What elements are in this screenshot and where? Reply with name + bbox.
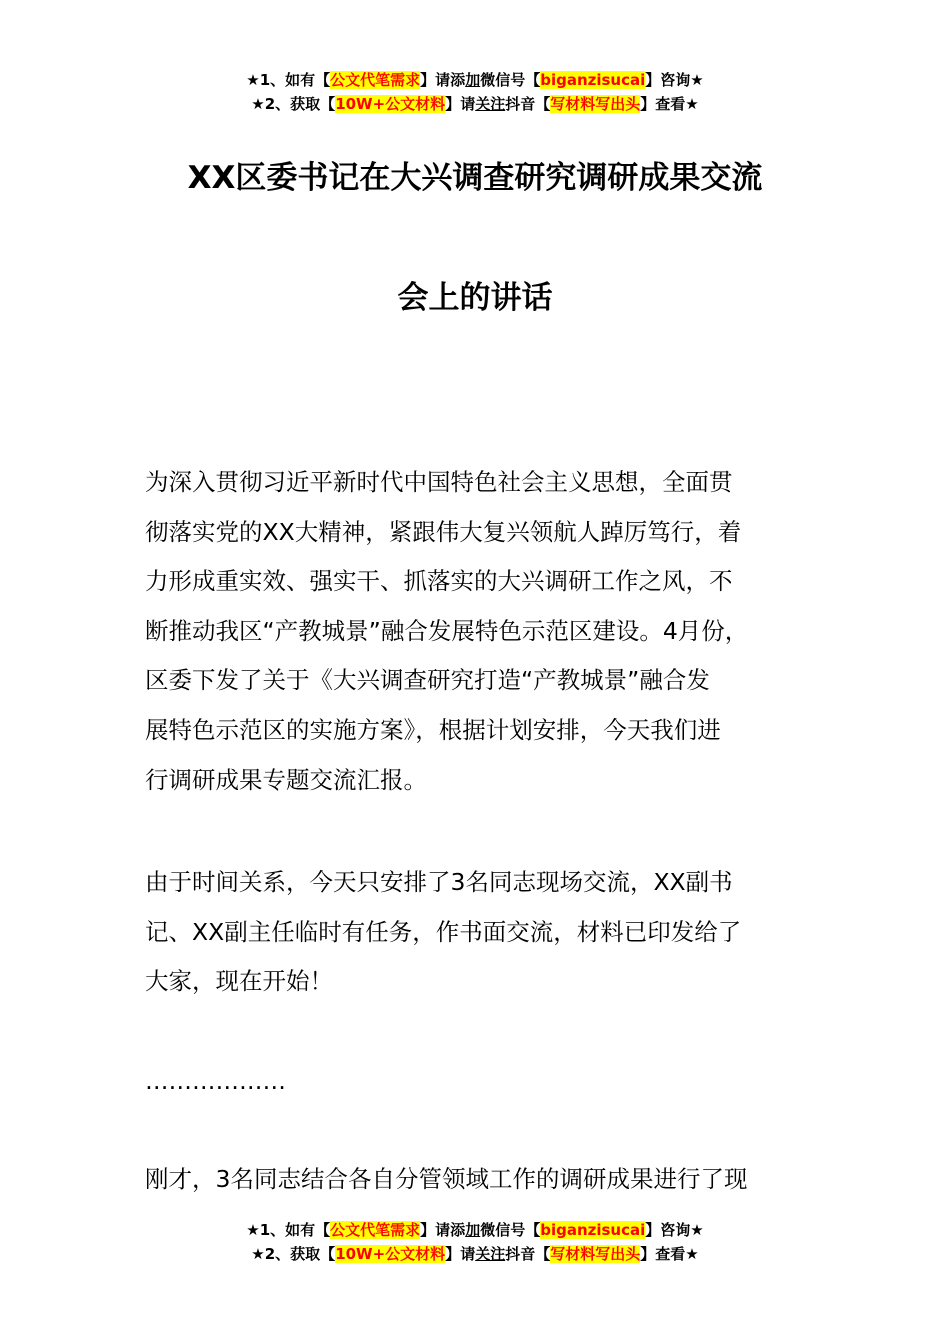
text-line: 彻落实党的XX大精神，紧跟伟大复兴领航人踔厉笃行，着 (145, 517, 742, 546)
body-paragraph-2 (145, 858, 835, 1007)
douyin-id-highlight: 写材料写出头 (550, 95, 641, 113)
footer-banner-line-1: ★1、如有【公文代笔需求】请添加微信号【biganzisucai】咨询★ (246, 1221, 704, 1239)
header-banner-line-1: ★1、如有【公文代笔需求】请添加微信号【biganzisucai】咨询★ (246, 71, 704, 89)
text-line: 展特色示范区的实施方案》，根据计划安排，今天我们进 (145, 715, 721, 744)
body-paragraph-1 (145, 458, 835, 805)
text-line: 力形成重实效、强实干、抓落实的大兴调研工作之风，不 (145, 567, 733, 596)
materials-highlight: 10W+公文材料 (335, 1245, 446, 1263)
wechat-id-highlight: biganzisucai (540, 71, 646, 89)
text-line: 大家，现在开始！ (145, 967, 333, 996)
document-title-line-1: XX区委书记在大兴调查研究调研成果交流 (187, 160, 763, 196)
document-title-line-2: 会上的讲话 (397, 280, 553, 316)
header-banner (0, 68, 950, 116)
service-highlight: 公文代笔需求 (330, 71, 421, 89)
service-highlight: 公文代笔需求 (330, 1221, 421, 1239)
wechat-id-highlight: biganzisucai (540, 1221, 646, 1239)
text-line: 由于时间关系，今天只安排了3名同志现场交流，XX副书 (145, 868, 733, 896)
footer-banner-line-2: ★2、获取【10W+公文材料】请关注抖音【写材料写出头】查看★ (251, 1245, 699, 1263)
ellipsis-line (145, 1057, 835, 1107)
text-line: 区委下发了关于《大兴调查研究打造“产教城景”融合发 (145, 666, 710, 695)
text-line: 为深入贯彻习近平新时代中国特色社会主义思想，全面贯 (145, 468, 733, 496)
ellipsis-text: ……………… (145, 1067, 286, 1095)
text-line: 刚才，3名同志结合各自分管领域工作的调研成果进行了现 (145, 1165, 748, 1193)
douyin-id-highlight: 写材料写出头 (550, 1245, 641, 1263)
header-banner-line-2: ★2、获取【10W+公文材料】请关注抖音【写材料写出头】查看★ (251, 95, 699, 113)
materials-highlight: 10W+公文材料 (335, 95, 446, 113)
text-line: 断推动我区“产教城景”融合发展特色示范区建设。4月份， (145, 616, 749, 645)
footer-banner (0, 1218, 950, 1266)
body-paragraph-3 (145, 1155, 835, 1205)
text-line: 行调研成果专题交流汇报。 (145, 765, 427, 794)
text-line: 记、XX副主任临时有任务，作书面交流，材料已印发给了 (145, 917, 742, 946)
